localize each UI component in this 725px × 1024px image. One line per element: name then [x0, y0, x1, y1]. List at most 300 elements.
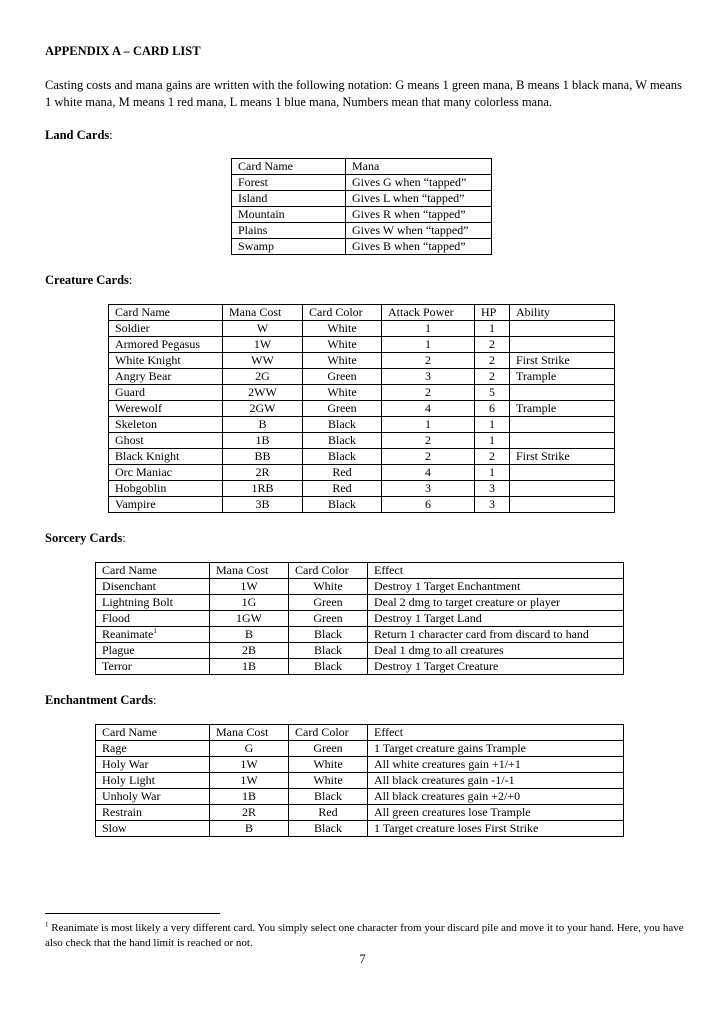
cell-text: Flood	[102, 611, 131, 625]
table-cell	[382, 465, 475, 481]
table-cell	[289, 773, 368, 789]
table-cell	[510, 321, 615, 337]
cell-text: First Strike	[516, 353, 570, 367]
cell-text: Skeleton	[115, 417, 157, 431]
cell-text: Green	[327, 401, 357, 415]
column-header-text: Card Name	[115, 305, 170, 319]
table-cell	[368, 805, 624, 821]
table-cell	[510, 401, 615, 417]
cell-text: 2	[489, 353, 495, 367]
table-cell	[289, 821, 368, 837]
column-header	[223, 305, 303, 321]
cell-text: All white creatures gain +1/+1	[374, 757, 521, 771]
table-row	[232, 207, 492, 223]
sorcery-cards-table	[95, 562, 624, 675]
table-row	[109, 369, 615, 385]
table-cell	[289, 595, 368, 611]
table-cell	[382, 401, 475, 417]
cell-text: 1GW	[236, 611, 262, 625]
table-row	[109, 401, 615, 417]
cell-text: 2G	[255, 369, 270, 383]
footnote	[45, 921, 685, 951]
cell-text: Green	[313, 741, 343, 755]
table-row	[109, 385, 615, 401]
table-cell	[289, 627, 368, 643]
column-header-text: Card Color	[295, 725, 349, 739]
column-header-text: Mana Cost	[229, 305, 282, 319]
table-cell	[232, 223, 346, 239]
table-row	[109, 321, 615, 337]
cell-text: 1	[489, 465, 495, 479]
column-header	[96, 725, 210, 741]
table-cell	[510, 433, 615, 449]
table-cell	[289, 741, 368, 757]
table-cell	[210, 627, 289, 643]
cell-text: Black	[328, 497, 356, 511]
table-cell	[232, 207, 346, 223]
column-header	[109, 305, 223, 321]
cell-text: Hobgoblin	[115, 481, 167, 495]
table-cell	[289, 643, 368, 659]
table-row	[96, 659, 624, 675]
table-row	[232, 175, 492, 191]
cell-text: 1B	[255, 433, 270, 447]
table-row	[109, 353, 615, 369]
cell-text: 2	[425, 433, 431, 447]
cell-text: 1W	[240, 757, 258, 771]
table-cell	[210, 579, 289, 595]
cell-text: 1	[425, 321, 431, 335]
cell-text: B	[244, 627, 253, 641]
cell-text: White	[327, 337, 357, 351]
table-cell	[475, 337, 510, 353]
cell-text: Swamp	[238, 239, 274, 253]
column-header-text: Mana Cost	[216, 725, 269, 739]
table-cell	[109, 321, 223, 337]
table-row	[109, 481, 615, 497]
table-cell	[109, 401, 223, 417]
cell-text: Gives W when “tapped”	[352, 223, 469, 237]
table-row	[109, 337, 615, 353]
table-cell	[223, 497, 303, 513]
table-cell	[382, 369, 475, 385]
table-row	[96, 741, 624, 757]
cell-text: Destroy 1 Target Land	[374, 611, 482, 625]
cell-text: 2	[425, 353, 431, 367]
table-cell	[96, 805, 210, 821]
table-cell	[475, 353, 510, 369]
cell-text: Red	[318, 805, 338, 819]
column-header	[232, 159, 346, 175]
table-cell	[109, 449, 223, 465]
table-cell	[109, 481, 223, 497]
cell-text: Terror	[102, 659, 132, 673]
column-header	[289, 725, 368, 741]
table-cell	[96, 643, 210, 659]
table-cell	[223, 449, 303, 465]
cell-text: Black	[314, 789, 342, 803]
land-cards-heading-text: Land Cards	[45, 128, 110, 142]
column-header-text: Card Color	[309, 305, 363, 319]
table-row	[96, 627, 624, 643]
column-header	[96, 563, 210, 579]
table-cell	[303, 401, 382, 417]
table-cell	[210, 643, 289, 659]
table-cell	[96, 821, 210, 837]
table-row	[109, 449, 615, 465]
cell-text: 1	[489, 433, 495, 447]
enchantment-cards-heading: Enchantment Cards:	[45, 693, 157, 707]
cell-text: Return 1 character card from discard to hand	[374, 627, 589, 641]
cell-text: Gives R when “tapped”	[352, 207, 466, 221]
cell-text: Destroy 1 Target Enchantment	[374, 579, 521, 593]
table-cell	[510, 481, 615, 497]
table-cell	[368, 579, 624, 595]
table-cell	[346, 175, 492, 191]
table-cell	[510, 385, 615, 401]
cell-text: White	[313, 773, 343, 787]
cell-text: Black	[314, 659, 342, 673]
cell-text: Trample	[516, 369, 557, 383]
table-cell	[210, 757, 289, 773]
column-header	[368, 725, 624, 741]
cell-text: 2R	[241, 805, 256, 819]
cell-text: Ghost	[115, 433, 144, 447]
table-cell	[382, 481, 475, 497]
table-cell	[346, 191, 492, 207]
table-cell	[368, 627, 624, 643]
cell-text: B	[244, 821, 253, 835]
cell-text: 2GW	[249, 401, 276, 415]
column-header-text: HP	[481, 305, 497, 319]
cell-text: Red	[332, 465, 352, 479]
cell-text: Forest	[238, 175, 268, 189]
table-cell	[368, 773, 624, 789]
cell-text: Unholy War	[102, 789, 161, 803]
table-header-row	[232, 159, 492, 175]
cell-text: 2	[489, 337, 495, 351]
table-cell	[223, 401, 303, 417]
table-row	[96, 579, 624, 595]
table-cell	[223, 321, 303, 337]
table-row	[96, 821, 624, 837]
table-cell	[109, 337, 223, 353]
cell-text: Red	[332, 481, 352, 495]
cell-text: 6	[425, 497, 431, 511]
cell-text: Gives L when “tapped”	[352, 191, 465, 205]
table-cell	[109, 497, 223, 513]
cell-text: 1 Target creature loses First Strike	[374, 821, 539, 835]
table-cell	[475, 481, 510, 497]
cell-text: 2R	[255, 465, 270, 479]
cell-text: Angry Bear	[115, 369, 172, 383]
table-row	[232, 223, 492, 239]
table-cell	[303, 369, 382, 385]
cell-text: White Knight	[115, 353, 181, 367]
cell-text: 1	[425, 417, 431, 431]
cell-text: 2B	[241, 643, 256, 657]
table-row	[109, 465, 615, 481]
footnote-marker: 1	[45, 920, 49, 929]
cell-text: 2WW	[248, 385, 277, 399]
table-header-row	[109, 305, 615, 321]
cell-text: 6	[489, 401, 495, 415]
cell-text: Gives B when “tapped”	[352, 239, 466, 253]
table-cell	[109, 433, 223, 449]
column-header-text: Card Color	[295, 563, 349, 577]
table-cell	[382, 449, 475, 465]
cell-text: 3	[489, 481, 495, 495]
table-cell	[510, 417, 615, 433]
table-cell	[289, 789, 368, 805]
cell-text: Lightning Bolt	[102, 595, 174, 609]
table-cell	[223, 417, 303, 433]
table-cell	[96, 659, 210, 675]
cell-text: Black	[314, 821, 342, 835]
sorcery-cards-heading-text: Sorcery Cards	[45, 531, 123, 545]
cell-text: Restrain	[102, 805, 142, 819]
table-cell	[303, 465, 382, 481]
column-header-text: Mana Cost	[216, 563, 269, 577]
table-cell	[475, 465, 510, 481]
cell-text: 1B	[241, 789, 256, 803]
column-header	[289, 563, 368, 579]
table-cell	[109, 369, 223, 385]
table-cell	[475, 449, 510, 465]
cell-text: White	[327, 385, 357, 399]
table-row	[232, 239, 492, 255]
table-cell	[346, 223, 492, 239]
table-cell	[382, 353, 475, 369]
cell-text: Vampire	[115, 497, 156, 511]
table-cell	[510, 369, 615, 385]
table-cell	[382, 321, 475, 337]
table-cell	[96, 741, 210, 757]
table-row	[96, 789, 624, 805]
cell-text: 4	[425, 401, 431, 415]
table-cell	[303, 417, 382, 433]
table-cell	[210, 821, 289, 837]
cell-text: Holy Light	[102, 773, 155, 787]
column-header	[303, 305, 382, 321]
appendix-title: APPENDIX A – CARD LIST	[45, 44, 201, 58]
cell-text: W	[256, 321, 269, 335]
cell-text: Black	[314, 627, 342, 641]
cell-text: All black creatures gain -1/-1	[374, 773, 515, 787]
cell-text: Trample	[516, 401, 557, 415]
table-cell	[368, 741, 624, 757]
cell-text: WW	[251, 353, 274, 367]
table-cell	[475, 497, 510, 513]
table-cell	[475, 369, 510, 385]
land-cards-table	[231, 158, 492, 255]
cell-text: Werewolf	[115, 401, 163, 415]
table-cell	[368, 611, 624, 627]
cell-text: 2	[489, 449, 495, 463]
table-cell	[96, 579, 210, 595]
table-cell	[510, 337, 615, 353]
table-row	[109, 433, 615, 449]
cell-text: Reanimate	[102, 627, 154, 641]
cell-text: 2	[425, 449, 431, 463]
table-cell	[346, 239, 492, 255]
cell-text: White	[313, 579, 343, 593]
table-cell	[475, 385, 510, 401]
cell-text: Island	[238, 191, 268, 205]
table-cell	[303, 433, 382, 449]
table-cell	[368, 643, 624, 659]
cell-text: Plains	[238, 223, 268, 237]
table-row	[96, 595, 624, 611]
column-header-text: Card Name	[102, 725, 157, 739]
column-header-text: Attack Power	[388, 305, 454, 319]
table-cell	[510, 353, 615, 369]
cell-text: Black Knight	[115, 449, 180, 463]
cell-text: 1	[425, 337, 431, 351]
cell-text: Green	[327, 369, 357, 383]
sorcery-cards-heading: Sorcery Cards:	[45, 531, 126, 545]
column-header-text: Mana	[352, 159, 380, 173]
table-cell	[475, 417, 510, 433]
cell-text: 4	[425, 465, 431, 479]
cell-text: 1W	[253, 337, 272, 351]
column-header-text: Ability	[516, 305, 551, 319]
column-header-text: Effect	[374, 563, 404, 577]
cell-text: All green creatures lose Trample	[374, 805, 531, 819]
table-cell	[368, 595, 624, 611]
table-cell	[289, 805, 368, 821]
cell-text: Guard	[115, 385, 145, 399]
table-cell	[368, 757, 624, 773]
cell-text: First Strike	[516, 449, 570, 463]
table-cell	[223, 465, 303, 481]
table-cell	[210, 611, 289, 627]
cell-text: Deal 2 dmg to target creature or player	[374, 595, 561, 609]
cell-text: White	[313, 757, 343, 771]
column-header	[382, 305, 475, 321]
table-cell	[510, 449, 615, 465]
table-cell	[346, 207, 492, 223]
cell-text: G	[244, 741, 254, 755]
cell-text: 1W	[240, 579, 258, 593]
cell-text: 1G	[241, 595, 257, 609]
footnote-divider	[45, 913, 220, 914]
cell-text: Green	[313, 611, 343, 625]
table-cell	[223, 481, 303, 497]
cell-text: Holy War	[102, 757, 149, 771]
page-number: 7	[359, 952, 366, 966]
table-cell	[223, 385, 303, 401]
cell-text: 1RB	[251, 481, 274, 495]
cell-text: 3	[425, 481, 431, 495]
footnote-marker: 1	[153, 627, 157, 635]
table-cell	[109, 385, 223, 401]
table-cell	[210, 789, 289, 805]
cell-text: Mountain	[238, 207, 285, 221]
table-cell	[232, 191, 346, 207]
table-cell	[223, 433, 303, 449]
table-cell	[96, 595, 210, 611]
cell-text: Disenchant	[102, 579, 156, 593]
cell-text: 3B	[255, 497, 270, 511]
cell-text: Orc Maniac	[115, 465, 172, 479]
table-cell	[210, 805, 289, 821]
table-row	[96, 757, 624, 773]
cell-text: 2	[489, 369, 495, 383]
cell-text: 1	[489, 417, 495, 431]
table-cell	[368, 821, 624, 837]
table-cell	[210, 773, 289, 789]
cell-text: Black	[314, 643, 342, 657]
cell-text: 1B	[241, 659, 256, 673]
cell-text: Destroy 1 Target Creature	[374, 659, 499, 673]
cell-text: 3	[489, 497, 495, 511]
table-row	[232, 191, 492, 207]
table-cell	[109, 417, 223, 433]
cell-text: 3	[425, 369, 431, 383]
table-header-row	[96, 563, 624, 579]
cell-text: 1W	[240, 773, 258, 787]
cell-text: 1	[489, 321, 495, 335]
table-cell	[289, 579, 368, 595]
table-cell	[232, 175, 346, 191]
cell-text: All black creatures gain +2/+0	[374, 789, 521, 803]
cell-text: Green	[313, 595, 343, 609]
cell-text: Gives G when “tapped”	[352, 175, 467, 189]
enchantment-cards-table	[95, 724, 624, 837]
table-cell	[109, 465, 223, 481]
table-cell	[210, 659, 289, 675]
column-header-text: Effect	[374, 725, 404, 739]
column-header	[368, 563, 624, 579]
cell-text: BB	[254, 449, 271, 463]
table-cell	[303, 353, 382, 369]
table-cell	[382, 497, 475, 513]
table-cell	[223, 369, 303, 385]
cell-text: B	[258, 417, 267, 431]
column-header	[210, 563, 289, 579]
table-cell	[303, 481, 382, 497]
table-cell	[510, 465, 615, 481]
cell-text: White	[327, 353, 357, 367]
cell-text: Rage	[102, 741, 127, 755]
table-cell	[303, 385, 382, 401]
table-cell	[210, 741, 289, 757]
intro-paragraph: Casting costs and mana gains are written with the following notation: G means 1 green mana, B means 1 black mana, W means 1 white mana, M means 1 red mana, L means 1 blue mana, Numbers mean that many colorless mana.	[45, 78, 682, 109]
enchantment-cards-heading-text: Enchantment Cards	[45, 693, 153, 707]
table-cell	[475, 321, 510, 337]
cell-text: Plague	[102, 643, 135, 657]
table-cell	[223, 353, 303, 369]
cell-text: Armored Pegasus	[115, 337, 200, 351]
table-cell	[289, 659, 368, 675]
table-cell	[303, 337, 382, 353]
cell-text: 5	[489, 385, 495, 399]
table-cell	[289, 757, 368, 773]
column-header	[346, 159, 492, 175]
table-cell	[96, 789, 210, 805]
table-cell	[368, 789, 624, 805]
table-row	[96, 805, 624, 821]
creature-cards-heading-text: Creature Cards	[45, 273, 129, 287]
cell-text: White	[327, 321, 357, 335]
table-header-row	[96, 725, 624, 741]
table-cell	[368, 659, 624, 675]
footnote-text: Reanimate is most likely a very different card. You simply select one character from your discard pile and move it to your hand. Here, you have also check that the hand limit is reached or not.	[45, 922, 684, 949]
table-cell	[475, 401, 510, 417]
table-row	[109, 417, 615, 433]
table-cell	[475, 433, 510, 449]
